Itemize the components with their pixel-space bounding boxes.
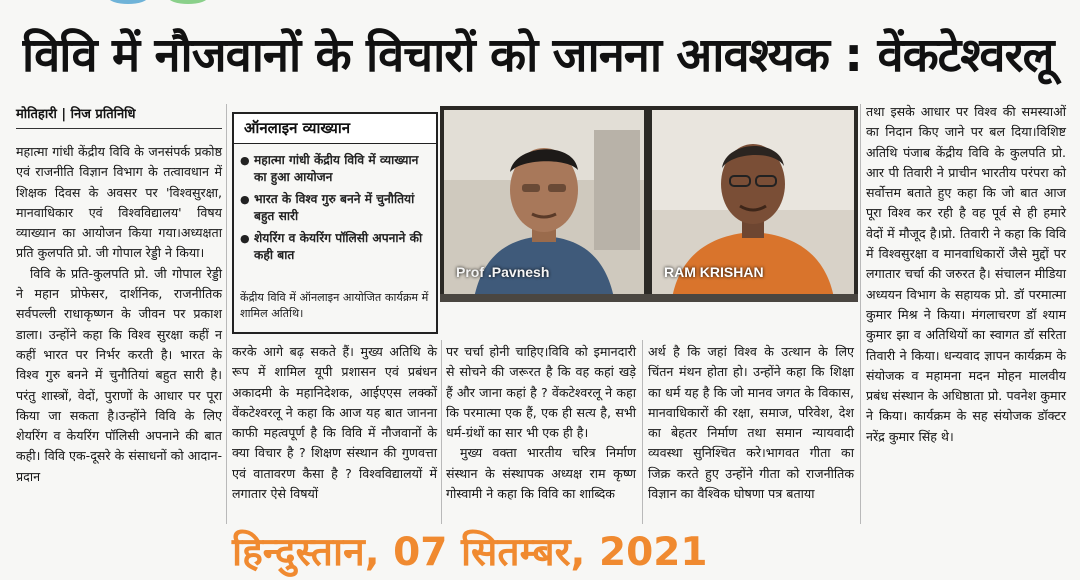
column-divider xyxy=(860,104,861,524)
photo-caption: केंद्रीय विवि में ऑनलाइन आयोजित कार्यक्रम में शामिल अतिथि। xyxy=(240,291,429,320)
highlight-item: ● शेयरिंग व केयरिंग पॉलिसी अपनाने की कही बात xyxy=(240,230,432,264)
highlight-item: ● भारत के विश्व गुरु बनने में चुनौतियां बहुत सारी xyxy=(240,191,432,225)
paragraph: महात्मा गांधी केंद्रीय विवि के जनसंपर्क प्रकोष्ठ एवं राजनीति विज्ञान विभाग के तत्वावधान में शिक्षक दिवस के अवसर पर 'विश्वसुरक्षा, मानवाधिकार एवं विश्वविद्यालय' विषय व्याख्यान का आयोजन किया गया।अध्यक्षता प्रति कुलपति प्रो. जी गोपाल रेड्डी ने किया। xyxy=(16,144,222,261)
article-column-4 xyxy=(648,342,854,504)
headline: विवि में नौजवानों के विचारों को जानना आवश्यक : वेंकटेश्वरलू xyxy=(22,28,1054,83)
paragraph: अर्थ है कि जहां विश्व के उत्थान के लिए चिंतन मंथन होता हो। उन्होंने कहा कि शिक्षा का धर्म यह है कि जो मानव जगत के विकास, मानवाधिकारों की रक्षा, समाज, परिवेश, देश का बेहतर निर्माण तथा समान न्यायवादी व्यवस्था सुनिश्चित करे।भागवत गीता का जिक्र करते हुए उन्होंने गीता को राजनीतिक विज्ञान का वैश्विक घोषणा पत्र बताया xyxy=(648,344,854,502)
highlights-box xyxy=(232,112,438,334)
column-divider xyxy=(441,340,442,524)
participant-tile-1 xyxy=(444,110,644,298)
highlight-item: ● महात्मा गांधी केंद्रीय विवि में व्याख्यान का हुआ आयोजन xyxy=(240,152,432,186)
photo-bottom-bar xyxy=(440,294,858,302)
top-edge-decoration xyxy=(0,0,1080,8)
paragraph: करके आगे बढ़ सकते हैं। मुख्य अतिथि के रूप में शामिल यूपी प्रशासन एवं प्रबंधन अकादमी के महानिदेशक, आईएएस लक्कों वेंकटेश्वरलू ने कहा कि आज यह बात जानना काफी महत्वपूर्ण है कि विवि में नौजवानों के क्या विचार है ? शिक्षण संस्थान की गुणवत्ता एवं वातावरण कैसा है ? विश्वविद्यालयों में लगातार ऐसे विषयों xyxy=(232,344,437,502)
paragraph: मुख्य वक्ता भारतीय चरित्र निर्माण संस्थान के संस्थापक अध्यक्ष राम कृष्ण गोस्वामी ने कहा कि विवि का शाब्दिक xyxy=(446,445,636,502)
paragraph: पर चर्चा होनी चाहिए।विवि को इमानदारी से सोचने की जरूरत है कि वह कहां खड़े हैं और जाना कहां है ? वेंकटेश्वरलू ने कहा कि परमात्मा एक हैं, एक ही सत्य है, सभी धर्म-ग्रंथों का सार भी एक ही है। xyxy=(446,344,636,441)
byline: मोतिहारी | निज प्रतिनिधि xyxy=(16,104,222,129)
article-column-3 xyxy=(446,342,636,504)
column-divider xyxy=(226,104,227,524)
participant-2-name: RAM KRISHAN xyxy=(664,264,764,280)
participant-tile-2 xyxy=(652,110,854,298)
newspaper-source-stamp: हिन्दुस्तान, 07 सितम्बर, 2021 xyxy=(232,530,708,575)
column-divider xyxy=(642,340,643,524)
article-column-2 xyxy=(232,342,437,504)
paragraph: विवि के प्रति-कुलपति प्रो. जी गोपाल रेड्डी ने महान प्रोफेसर, दार्शनिक, राजनीतिक सर्वपल्ली राधाकृष्णन के जीवन पर प्रकाश डाला। उन्होंने कहा कि विश्व सुरक्षा कहीं न कहीं भारत पर निर्भर करती है। भारत के विश्व गुरु बनने में चुनौतियां बहुत सारी है। परंतु शास्त्रों, वेदों, पुराणों के आधार पर पूरा किया जा सकता है।उन्होंने विवि के लिए शेयरिंग व केयरिंग पॉलिसी अपनाने की बात कही। विवि एक-दूसरे के संसाधनों को आदान-प्रदान xyxy=(16,265,222,484)
highlights-list xyxy=(240,152,432,269)
paragraph: तथा इसके आधार पर विश्व की समस्याओं का निदान किए जाने पर बल दिया।विशिष्ट अतिथि पंजाब केंद्रीय विवि के कुलपति प्रो. आर पी तिवारी ने प्राचीन भारतीय परंपरा को सर्वोत्तम बताते हुए कहा कि जो बात आज पूरा विश्व कर रही है वह पूर्व से ही हमारे वेदों में मौजूद है।प्रो. तिवारी ने कहा कि विवि में विश्वसुरक्षा व मानवाधिकारों जैसे मुद्दों पर लगातार चर्चा की जरुरत है। संचालन मीडिया अध्ययन विभाग के सहायक प्रो. डॉ परमात्मा कुमार मिश्र ने किया। मंगलाचरण डॉ श्याम कुमार झा व अतिथियों का स्वागत डॉ सरिता तिवारी ने किया। धन्यवाद ज्ञापन कार्यक्रम के संयोजक व महामना मदन मोहन मालवीय प्रबंध संस्थान के अधिष्ठाता प्रो. पवनेश कुमार ने किया। कार्यक्रम के सह संयोजक डॉक्टर नरेंद्र कुमार सिंह थे। xyxy=(866,104,1066,444)
participant-1-name: Prof .Pavnesh xyxy=(456,264,550,280)
highlights-title: ऑनलाइन व्याख्यान xyxy=(244,119,351,137)
video-call-photo xyxy=(440,106,858,302)
highlights-header xyxy=(234,114,436,144)
article-column-5 xyxy=(866,102,1066,447)
article-column-1 xyxy=(16,142,222,487)
